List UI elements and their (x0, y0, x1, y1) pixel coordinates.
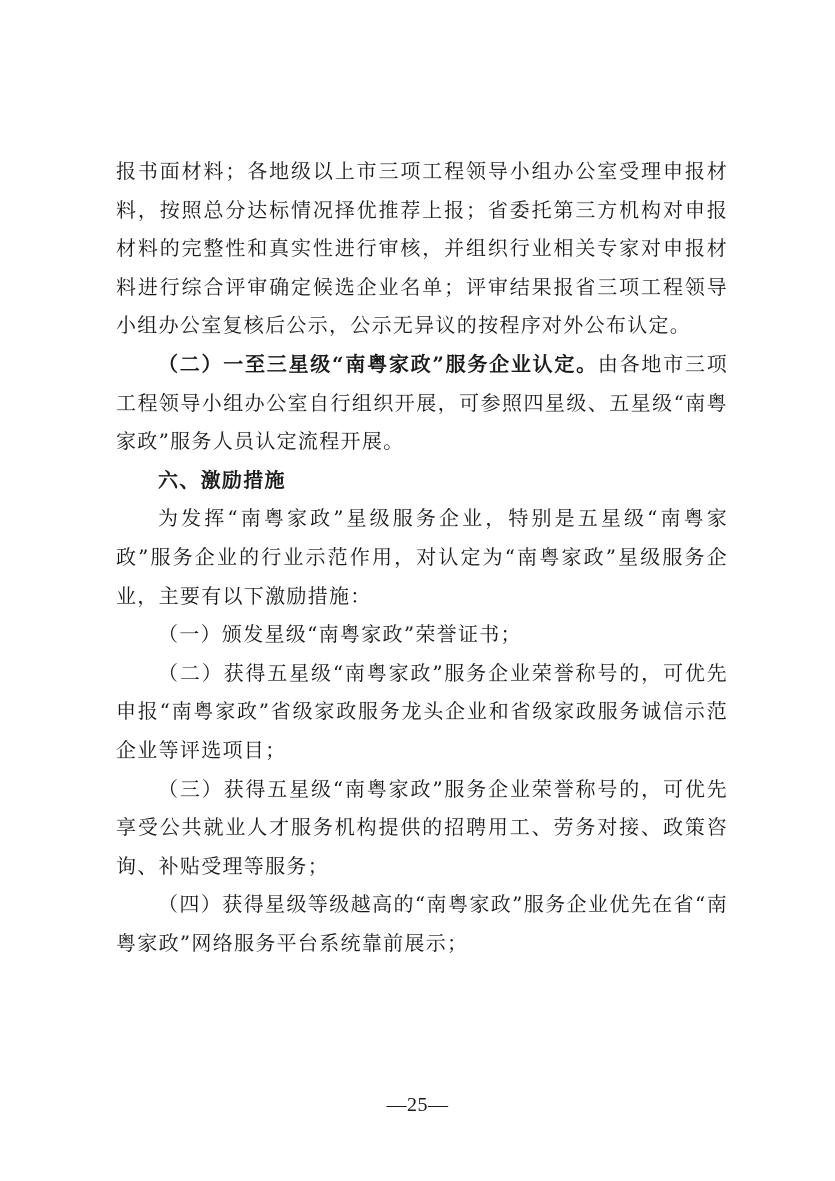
document-body (116, 152, 728, 962)
list-item-2: （二）获得五星级“南粤家政”服务企业荣誉称号的，可优先申报“南粤家政”省级家政服务龙头企业和省级家政服务诚信示范企业等评选项目； (116, 660, 728, 762)
page-number: —25— (386, 1094, 449, 1116)
paragraph-text: 由各地市三项工程领导小组办公室自行组织开展，可参照四星级、五星级“南粤家政”服务人员认定流程开展。 (116, 351, 728, 454)
paragraph-star-1-3-certification (116, 345, 728, 461)
list-item-4: （四）获得星级等级越高的“南粤家政”服务企业优先在省“南粤家政”网络服务平台系统靠前展示； (116, 892, 728, 955)
section-subheading: （二）一至三星级“南粤家政”服务企业认定。 (158, 351, 598, 376)
section-heading-incentives: 六、激励措施 (158, 467, 286, 492)
paragraph-incentives-intro: 为发挥“南粤家政”星级服务企业，特别是五星级“南粤家政”服务企业的行业示范作用，对认定为“南粤家政”星级服务企业，主要有以下激励措施： (116, 506, 728, 608)
paragraph-continuation: 报书面材料；各地级以上市三项工程领导小组办公室受理申报材料，按照总分达标情况择优推荐上报；省委托第三方机构对申报材料的完整性和真实性进行审核，并组织行业相关专家对申报材料进行综合评审确定候选企业名单；评审结果报省三项工程领导小组办公室复核后公示，公示无异议的按程序对外公布认定。 (116, 159, 728, 338)
list-item-3: （三）获得五星级“南粤家政”服务企业荣誉称号的，可优先享受公共就业人才服务机构提供的招聘用工、劳务对接、政策咨询、补贴受理等服务； (116, 776, 728, 878)
list-item-1: （一）颁发星级“南粤家政”荣誉证书； (158, 622, 522, 647)
